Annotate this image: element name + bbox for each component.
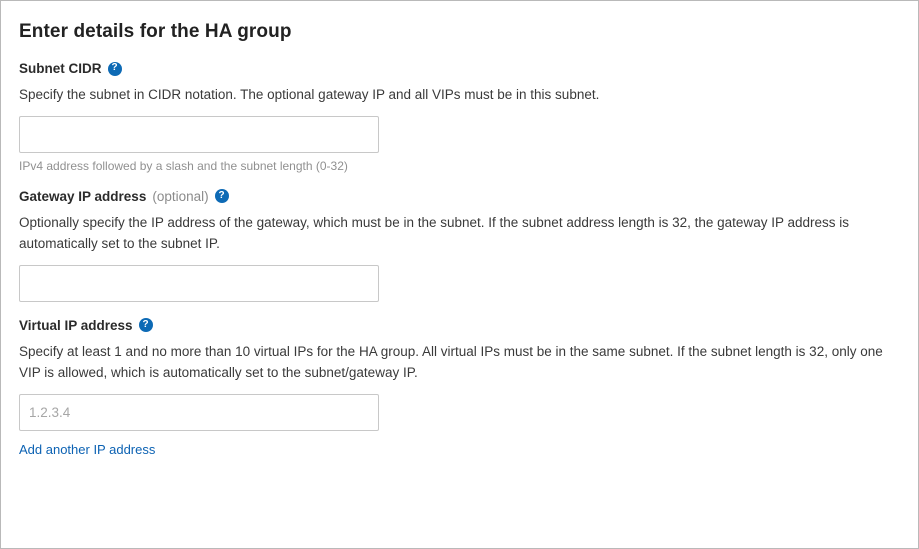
help-icon[interactable]: ? — [215, 189, 229, 203]
field-gateway-ip — [19, 189, 900, 302]
help-icon[interactable]: ? — [139, 318, 153, 332]
help-icon[interactable]: ? — [108, 62, 122, 76]
field-subnet-cidr — [19, 61, 900, 173]
add-another-ip-address-link[interactable]: Add another IP address — [19, 441, 156, 457]
subnet-cidr-input[interactable] — [19, 116, 379, 153]
subnet-cidr-hint: IPv4 address followed by a slash and the subnet length (0-32) — [19, 158, 348, 173]
field-virtual-ip — [19, 318, 900, 459]
virtual-ip-label-row — [19, 318, 900, 333]
virtual-ip-description: Specify at least 1 and no more than 10 virtual IPs for the HA group. All virtual IPs must be in the same subnet. If the subnet length is 32, only one VIP is allowed, which is automatically set to the subnet/gateway IP. — [19, 343, 883, 380]
page-title: Enter details for the HA group — [19, 21, 292, 42]
subnet-cidr-description: Specify the subnet in CIDR notation. The optional gateway IP and all VIPs must be in this subnet. — [19, 87, 600, 102]
subnet-cidr-label-row — [19, 61, 900, 76]
gateway-ip-optional-text: (optional) — [152, 188, 209, 204]
virtual-ip-label: Virtual IP address — [19, 317, 133, 333]
gateway-ip-input[interactable] — [19, 265, 379, 302]
gateway-ip-label-row — [19, 189, 900, 204]
gateway-ip-description: Optionally specify the IP address of the gateway, which must be in the subnet. If the subnet address length is 32, the gateway IP address is automatically set to the subnet IP. — [19, 214, 849, 251]
subnet-cidr-label: Subnet CIDR — [19, 61, 102, 76]
virtual-ip-input[interactable] — [19, 394, 379, 431]
gateway-ip-label: Gateway IP address — [19, 188, 147, 204]
